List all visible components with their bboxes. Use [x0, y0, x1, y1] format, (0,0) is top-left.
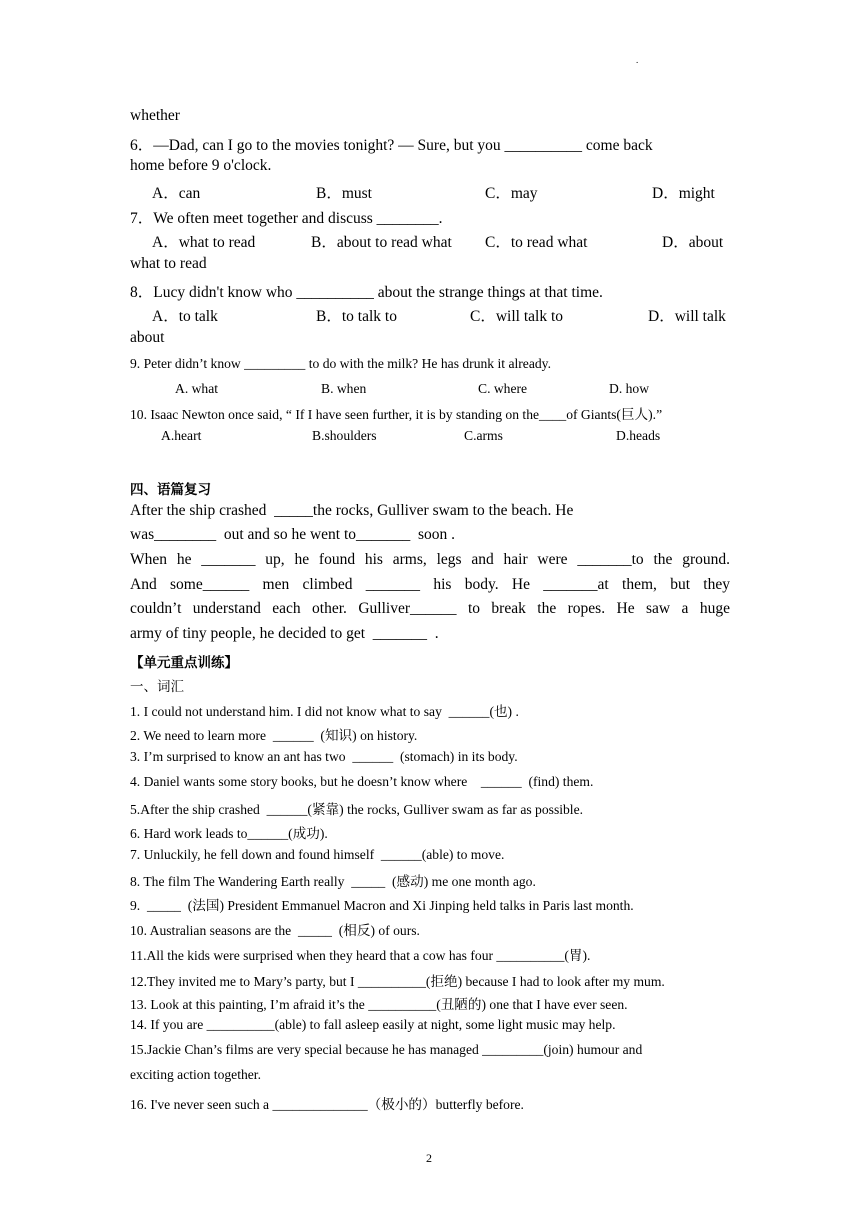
- vocab-item-15-cont: exciting action together.: [130, 1067, 261, 1082]
- vocab-item-14: 14. If you are __________(able) to fall asleep easily at night, some light music may help.: [130, 1017, 616, 1032]
- question-7-stem: 7．We often meet together and discuss ________.: [130, 210, 443, 227]
- q10-option-d: D.heads: [616, 428, 661, 443]
- q10-option-b: B.shoulders: [312, 428, 377, 443]
- vocab-item-3: 3. I’m surprised to know an ant has two ______ (stomach) in its body.: [130, 749, 518, 764]
- q7-option-d: D．about: [662, 234, 724, 251]
- q7-option-a: A．what to read: [152, 234, 256, 251]
- vocab-item-5: 5.After the ship crashed ______(紧靠) the rocks, Gulliver swam as far as possible.: [130, 802, 584, 817]
- question-6-stem-cont: home before 9 o'clock.: [130, 157, 272, 174]
- passage-line-2: was________ out and so he went to_______ soon .: [130, 526, 456, 543]
- q10-option-c: C.arms: [464, 428, 503, 443]
- q9-option-b: B. when: [321, 381, 367, 396]
- q6-option-d: D．might: [652, 185, 715, 202]
- q8-option-c: C．will talk to: [470, 308, 564, 325]
- question-10-stem: 10. Isaac Newton once said, “ If I have seen further, it is by standing on the____of Giants(巨人).”: [130, 407, 663, 422]
- question-5-tail: whether: [130, 107, 180, 124]
- vocab-item-12: 12.They invited me to Mary’s party, but I __________(拒绝) because I had to look after my mum.: [130, 974, 665, 989]
- section-4-heading: 四、语篇复习: [130, 482, 211, 498]
- unit-training-heading: 【单元重点训练】: [130, 655, 238, 671]
- passage-line-6: army of tiny people, he decided to get _______ .: [130, 625, 439, 642]
- passage-line-4: And some______ men climbed _______ his body. He _______at them, but they: [130, 576, 730, 593]
- q8-option-d: D．will talk: [648, 308, 726, 325]
- vocab-item-15: 15.Jackie Chan’s films are very special because he has managed _________(join) humour and: [130, 1042, 643, 1057]
- q10-option-a: A.heart: [161, 428, 202, 443]
- vocab-item-11: 11.All the kids were surprised when they heard that a cow has four __________(胃).: [130, 948, 591, 963]
- vocab-item-9: 9. _____ (法国) President Emmanuel Macron and Xi Jinping held talks in Paris last month.: [130, 898, 634, 913]
- vocab-item-7: 7. Unluckily, he fell down and found himself ______(able) to move.: [130, 847, 505, 862]
- q6-option-b: B．must: [316, 185, 372, 202]
- vocab-item-4: 4. Daniel wants some story books, but he doesn’t know where ______ (find) them.: [130, 774, 594, 789]
- page-number: 2: [426, 1151, 432, 1165]
- q8-option-a: A．to talk: [152, 308, 218, 325]
- passage-line-5: couldn’t understand each other. Gulliver______ to break the ropes. He saw a huge: [130, 600, 730, 617]
- header-mark: .: [636, 55, 639, 65]
- vocabulary-subheading: 一、词汇: [130, 679, 184, 695]
- q8-option-b: B．to talk to: [316, 308, 397, 325]
- vocab-item-8: 8. The film The Wandering Earth really _____ (感动) me one month ago.: [130, 874, 536, 889]
- vocab-item-16: 16. I've never seen such a ______________（极小的）butterfly before.: [130, 1097, 524, 1112]
- vocab-item-1: 1. I could not understand him. I did not know what to say ______(也) .: [130, 704, 519, 719]
- passage-line-1: After the ship crashed _____the rocks, Gulliver swam to the beach. He: [130, 502, 574, 519]
- vocab-item-13: 13. Look at this painting, I’m afraid it’s the __________(丑陋的) one that I have ever seen.: [130, 997, 628, 1012]
- q8-option-d-wrap: about: [130, 329, 165, 346]
- q9-option-d: D. how: [609, 381, 650, 396]
- question-9-stem: 9. Peter didn’t know _________ to do with the milk? He has drunk it already.: [130, 356, 551, 371]
- vocab-item-6: 6. Hard work leads to______(成功).: [130, 826, 328, 841]
- q9-option-a: A. what: [175, 381, 219, 396]
- vocab-item-2: 2. We need to learn more ______ (知识) on history.: [130, 728, 418, 743]
- q6-option-c: C．may: [485, 185, 538, 202]
- q6-option-a: A．can: [152, 185, 201, 202]
- q7-option-c: C．to read what: [485, 234, 588, 251]
- vocab-item-10: 10. Australian seasons are the _____ (相反) of ours.: [130, 923, 420, 938]
- q7-option-b: B．about to read what: [311, 234, 452, 251]
- question-8-stem: 8．Lucy didn't know who __________ about the strange things at that time.: [130, 284, 603, 301]
- passage-line-3: When he _______ up, he found his arms, legs and hair were _______to the ground.: [130, 551, 730, 568]
- q9-option-c: C. where: [478, 381, 528, 396]
- question-6-stem: 6．—Dad, can I go to the movies tonight? — Sure, but you __________ come back: [130, 137, 653, 154]
- q7-option-d-wrap: what to read: [130, 255, 207, 272]
